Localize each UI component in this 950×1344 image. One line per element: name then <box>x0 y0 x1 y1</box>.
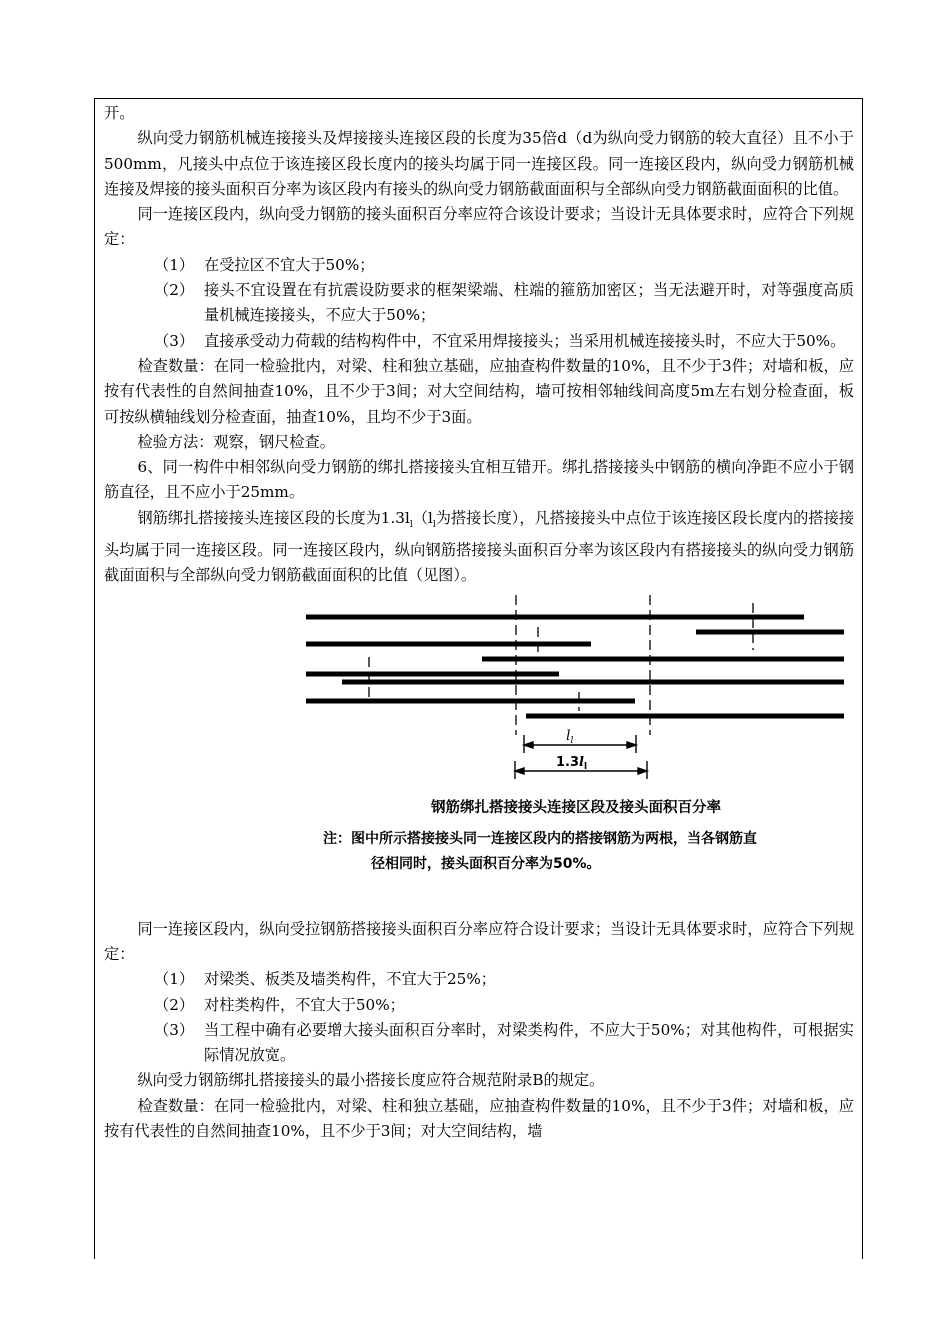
paragraph: 6、同一构件中相邻纵向受力钢筋的绑扎搭接接头宜相互错开。绑扎搭接接头中钢筋的横向净距不应小于钢筋直径，且不应小于25mm。 <box>104 458 854 502</box>
list-text: 直接承受动力荷载的结构构件中，不宜采用焊接接头；当采用机械连接接头时，不应大于50%。 <box>204 331 846 350</box>
list-item <box>104 278 854 329</box>
list-item <box>104 329 854 354</box>
list-text: 在受拉区不宜大于50%； <box>204 255 375 274</box>
paragraph: 同一连接区段内，纵向受拉钢筋搭接接头面积百分率应符合设计要求；当设计无具体要求时，应符合下列规定： <box>104 919 854 963</box>
list-item <box>104 967 854 992</box>
list-number: （3） <box>154 331 195 350</box>
list-number: （2） <box>154 281 195 300</box>
list-number: （1） <box>154 255 195 274</box>
lap-text-b: （l <box>412 508 433 527</box>
list-item <box>104 993 854 1018</box>
dimension-ll <box>524 735 636 753</box>
paragraph: 纵向受力钢筋绑扎搭接接头的最小搭接长度应符合规范附录B的规定。 <box>137 1071 605 1090</box>
lap-text-c: 为搭接长度），凡搭接接头中点位于该连接区段长度内的搭接接头均属于同一连接区段。同一连接区段内，纵向钢筋搭接接头面积百分率为该区段内有搭接接头的纵向受力钢筋截面面积与全部纵向受力钢筋截面面积的比值（见图）。 <box>104 508 855 585</box>
paragraph: 检验方法：观察，钢尺检查。 <box>137 432 335 451</box>
list-item <box>104 1018 854 1069</box>
list-text: 对柱类构件，不宜大于50%； <box>204 995 405 1014</box>
document-body <box>104 101 854 1144</box>
paragraph: 开。 <box>104 104 135 122</box>
list-number: （1） <box>154 970 195 989</box>
list-text: 对梁类、板类及墙类构件，不宜大于25%； <box>204 970 496 989</box>
label-13ll: $1.3l_l$ <box>556 754 588 772</box>
paragraph: 检查数量：在同一检验批内，对梁、柱和独立基础，应抽查构件数量的10%，且不少于3件；对墙和板，应按有代表性的自然间抽查10%，且不少于3间；对大空间结构，墙可按相邻轴线间高度5m左右划分检查面，板可按纵横轴线划分检查面，抽查10%，且均不少于3面。 <box>104 356 854 426</box>
figure-note: 注：图中所示搭接接头同一连接区段内的搭接钢筋为两根，当各钢筋直 <box>323 830 757 847</box>
document-frame <box>94 98 863 1259</box>
figure-title: 钢筋绑扎搭接接头连接区段及接头面积百分率 <box>431 799 721 816</box>
list-number: （3） <box>154 1020 195 1039</box>
list-text: 当工程中确有必要增大接头面积百分率时，对梁类构件，不应大于50%；对其他构件，可根据实际情况放宽。 <box>204 1020 854 1065</box>
list-item <box>104 253 854 278</box>
lap-splice-figure <box>104 595 854 911</box>
lap-sub: l <box>409 519 413 530</box>
paragraph: 检查数量：在同一检验批内，对梁、柱和独立基础，应抽查构件数量的10%，且不少于3件；对墙和板，应按有代表性的自然间抽查10%，且不少于3间；对大空间结构，墙 <box>104 1096 854 1141</box>
list-number: （2） <box>154 995 195 1014</box>
lap-sub: l <box>432 519 436 530</box>
paragraph: 同一连接区段内，纵向受力钢筋的接头面积百分率应符合该设计要求；当设计无具体要求时，应符合下列规定： <box>104 205 854 249</box>
figure-note: 径相同时，接头面积百分率为50%。 <box>371 855 601 872</box>
list-text: 接头不宜设置在有抗震设防要求的框架梁端、柱端的箍筋加密区；当无法避开时，对等强度高质量机械连接接头，不应大于50%； <box>204 281 854 325</box>
lap-paragraph <box>104 506 854 589</box>
lap-text-a: 钢筋绑扎搭接接头连接区段的长度为1.3l <box>137 508 410 527</box>
paragraph: 纵向受力钢筋机械连接接头及焊接接头连接区段的长度为35倍d（d为纵向受力钢筋的较大直径）且不小于500mm，凡接头中点位于该连接区段长度内的接头均属于同一连接区段。同一连接区段内，纵向受力钢筋机械连接及焊接的接头面积百分率为该区段内有接头的纵向受力钢筋截面面积与全部纵向受力钢筋截面面积的比值。 <box>104 129 854 198</box>
label-ll: $l_l$ <box>566 727 574 746</box>
rebar-group <box>306 617 844 716</box>
